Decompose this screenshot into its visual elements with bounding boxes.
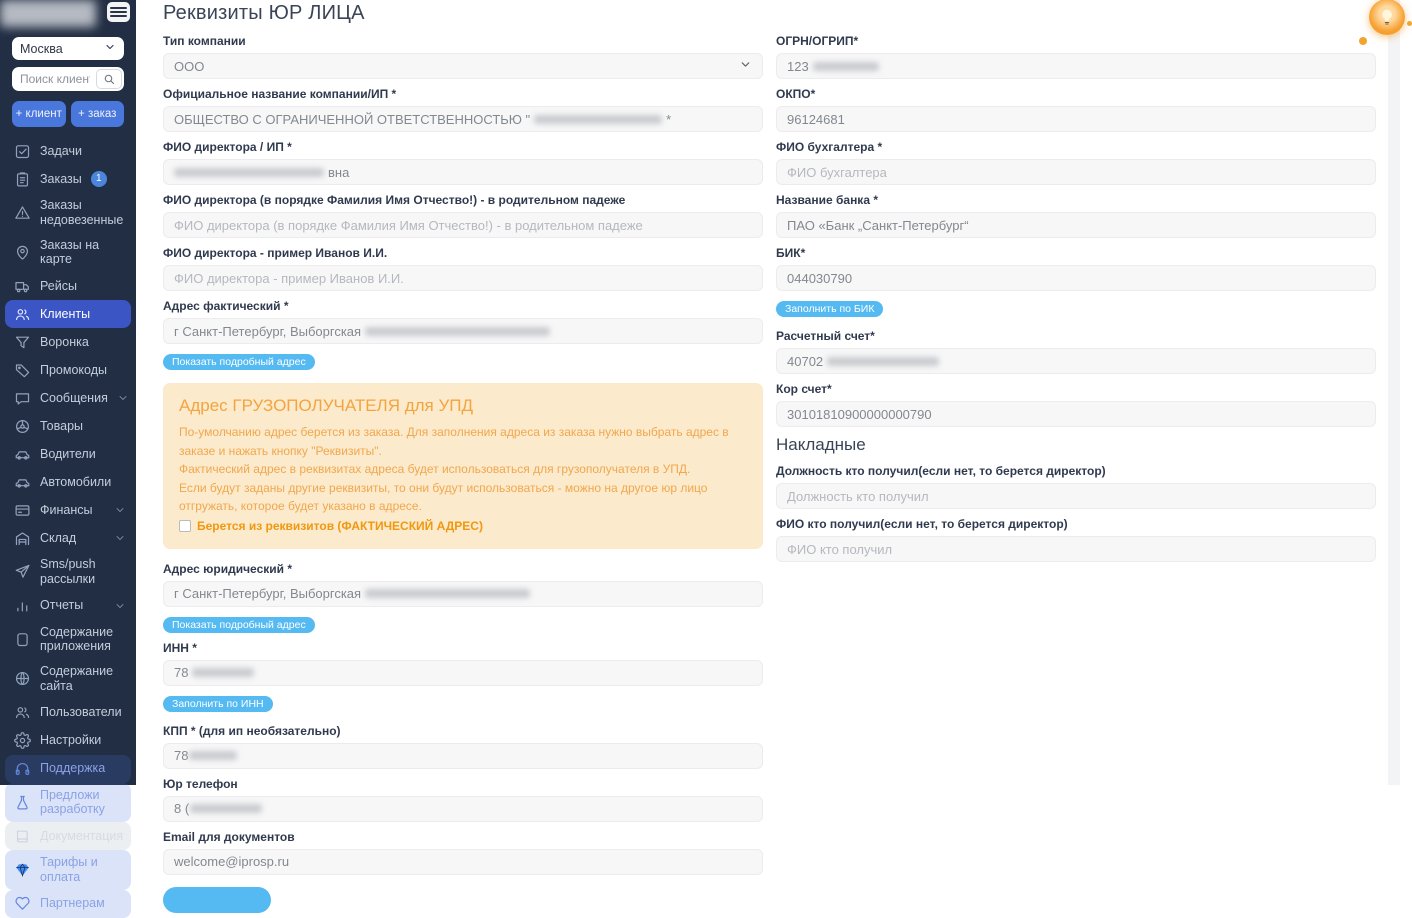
app-logo	[0, 0, 96, 27]
redacted-text	[190, 804, 262, 813]
actual-address-input[interactable]: г Санкт-Петербург, Выборгская	[163, 318, 763, 344]
director-genitive-input[interactable]: ФИО директора (в порядке Фамилия Имя Отчество!) - в родительном падеже	[163, 212, 763, 238]
promocodes-icon	[13, 361, 31, 379]
routes-icon	[13, 277, 31, 295]
sms-push-icon	[13, 563, 31, 581]
field-legal-phone	[163, 777, 763, 822]
sidebar-item-label: Промокоды	[40, 362, 107, 377]
sidebar-item-app-content[interactable]	[5, 620, 131, 660]
sidebar-item-support[interactable]	[5, 755, 131, 783]
save-button[interactable]	[163, 887, 271, 913]
page-edge-strip	[1388, 0, 1400, 785]
sidebar-item-label: Sms/push рассылки	[40, 557, 96, 586]
field-legal-address	[163, 562, 763, 607]
sidebar	[0, 0, 136, 911]
city-select-value: Москва	[20, 41, 63, 56]
warehouse-icon	[13, 529, 31, 547]
finance-icon	[13, 501, 31, 519]
sidebar-item-orders[interactable]	[5, 165, 131, 193]
chevron-down-icon	[114, 504, 126, 516]
city-select[interactable]	[12, 37, 124, 60]
tasks-icon	[13, 142, 31, 160]
sidebar-item-users[interactable]	[5, 699, 131, 727]
field-label: КПП * (для ип необязательно)	[163, 723, 341, 738]
field-label: БИК*	[776, 246, 806, 260]
search-button[interactable]	[96, 69, 122, 89]
field-receiver-name	[776, 517, 1376, 562]
sidebar-item-cars[interactable]	[5, 468, 131, 496]
field-receiver-position	[776, 464, 1376, 509]
notice-title: Адрес ГРУЗОПОЛУЧАТЕЛЯ для УПД	[179, 396, 474, 415]
notice-line: По-умолчанию адрес берется из заказа. Для заполнения адреса из заказа нужно выбрать адрес в заказе и нажать кнопку "Реквизиты".	[179, 425, 729, 458]
receiver-position-input[interactable]: Должность кто получил	[776, 483, 1376, 509]
accountant-name-input[interactable]: ФИО бухгалтера	[776, 159, 1376, 185]
messages-icon	[13, 389, 31, 407]
field-accountant-name	[776, 140, 1376, 185]
ogrn-input[interactable]: 123	[776, 53, 1376, 79]
field-label: Адрес фактический *	[163, 299, 289, 313]
suggest-dev-icon	[13, 793, 31, 811]
settlement-account-input[interactable]: 40702	[776, 348, 1376, 374]
redacted-text	[534, 115, 662, 124]
okpo-input[interactable]: 96124681	[776, 106, 1376, 132]
orders-count-badge: 1	[91, 171, 107, 187]
sidebar-item-products[interactable]	[5, 412, 131, 440]
field-okpo	[776, 87, 1376, 132]
partners-icon	[13, 895, 31, 913]
sidebar-item-warehouse[interactable]	[5, 524, 131, 552]
orders-undelivered-icon	[13, 204, 31, 222]
sidebar-item-label: Отчеты	[40, 598, 84, 613]
receiver-name-input[interactable]: ФИО кто получил	[776, 536, 1376, 562]
field-label: Юр телефон	[163, 776, 238, 791]
notice-line: Фактический адрес в реквизитах адреса будет использоваться для грузополучателя в УПД.	[179, 462, 691, 477]
field-actual-address	[163, 299, 763, 344]
sidebar-item-label: Заказы	[40, 171, 82, 186]
documentation-icon	[13, 827, 31, 845]
nakladnye-section-header: Накладные	[776, 435, 866, 454]
sidebar-item-label: Заказы на карте	[40, 237, 100, 267]
field-label: Адрес юридический *	[163, 561, 293, 576]
field-label: Расчетный счет*	[776, 329, 875, 343]
support-icon	[13, 760, 31, 778]
sidebar-item-routes[interactable]	[5, 272, 131, 300]
sidebar-item-drivers[interactable]	[5, 440, 131, 468]
funnel-icon	[13, 333, 31, 351]
redacted-text	[192, 668, 254, 677]
sidebar-item-label: Документация	[40, 828, 124, 843]
sidebar-item-funnel[interactable]	[5, 328, 131, 356]
bank-name-input[interactable]: ПАО «Банк „Санкт-Петербург“	[776, 212, 1376, 238]
field-label: ФИО кто получил(если нет, то берется директор)	[776, 517, 1068, 531]
bik-input[interactable]: 044030790	[776, 265, 1376, 291]
sidebar-item-site-content[interactable]	[5, 659, 131, 699]
redacted-text	[174, 168, 324, 177]
field-label: ИНН *	[163, 640, 197, 655]
sidebar-item-label: Воронка	[40, 334, 89, 349]
sidebar-item-label: Предложи разработку	[40, 787, 105, 817]
field-label: Название банка *	[776, 193, 878, 207]
legal-phone-input[interactable]: 8 (	[163, 796, 763, 822]
sidebar-item-sms-push[interactable]	[5, 552, 131, 592]
cars-icon	[13, 473, 31, 491]
fab-dot	[1359, 37, 1367, 45]
checkbox-label: Берется из реквизитов (ФАКТИЧЕСКИЙ АДРЕС)	[197, 518, 483, 533]
corr-account-input[interactable]: 30101810900000000790	[776, 401, 1376, 427]
field-label: Тип компании	[163, 34, 246, 48]
field-label: ФИО директора / ИП *	[163, 140, 292, 154]
page-title: Реквизиты ЮР ЛИЦА	[163, 2, 365, 24]
chevron-down-icon	[739, 58, 752, 74]
sidebar-item-label: Рейсы	[40, 278, 77, 293]
chevron-down-icon	[114, 532, 126, 544]
redacted-text	[827, 357, 939, 366]
field-bank-name	[776, 193, 1376, 238]
sidebar-item-label: Тарифы и оплата	[40, 855, 98, 884]
redacted-text	[365, 589, 530, 598]
sidebar-item-reports[interactable]	[5, 592, 131, 620]
field-label: ОГРН/ОГРИП*	[776, 34, 859, 48]
sidebar-item-label: Поддержка	[40, 761, 106, 776]
lightbulb-icon	[1369, 0, 1405, 35]
sidebar-item-settings[interactable]	[5, 727, 131, 755]
client-search	[12, 67, 124, 91]
drivers-icon	[13, 445, 31, 463]
sidebar-item-label: Партнерам	[40, 896, 105, 911]
sidebar-item-clients[interactable]	[5, 300, 131, 328]
main-content	[136, 0, 1388, 870]
products-icon	[13, 417, 31, 435]
app-content-icon	[13, 630, 31, 648]
director-short-input[interactable]: ФИО директора - пример Иванов И.И.	[163, 265, 763, 291]
chevron-down-icon	[114, 600, 126, 612]
field-company-type	[163, 34, 763, 79]
official-name-input[interactable]: ОБЩЕСТВО С ОГРАНИЧЕННОЙ ОТВЕТСТВЕННОСТЬЮ " *	[163, 106, 763, 132]
sidebar-item-label: Склад	[40, 530, 77, 545]
sidebar-item-label: Задачи	[40, 143, 82, 158]
form-column-right	[776, 34, 1376, 913]
kpp-input[interactable]: 78	[163, 743, 763, 769]
redacted-text	[365, 327, 550, 336]
field-docs-email	[163, 830, 763, 875]
menu-toggle-icon[interactable]	[107, 2, 130, 22]
field-bik	[776, 246, 1376, 291]
hint-fab[interactable]	[1363, 0, 1407, 41]
orders-map-icon	[13, 243, 31, 261]
field-label: Должность кто получил(если нет, то берется директор)	[776, 464, 1106, 478]
docs-email-input[interactable]: welcome@iprosp.ru	[163, 849, 763, 875]
field-official-name	[163, 87, 763, 132]
company-type-select[interactable]	[163, 53, 763, 79]
sidebar-item-tariffs[interactable]	[5, 850, 131, 890]
field-director-name	[163, 140, 763, 185]
consignee-address-notice	[163, 383, 763, 549]
users-icon	[13, 704, 31, 722]
notice-line: Если будут заданы другие реквизиты, то они будут использоваться - можно на другое юр лицо отгружать, которое будет указано в адресе.	[179, 480, 708, 514]
fab-dot	[1407, 21, 1412, 26]
sidebar-item-label: Автомобили	[40, 474, 112, 489]
sidebar-item-suggest-dev[interactable]	[5, 783, 131, 823]
sidebar-item-promocodes[interactable]	[5, 356, 131, 384]
field-label: ФИО директора - пример Иванов И.И.	[163, 246, 388, 260]
form-column-left	[163, 34, 763, 913]
sidebar-item-tasks[interactable]	[5, 137, 131, 165]
orders-icon	[13, 170, 31, 188]
field-corr-account	[776, 382, 1376, 427]
reports-icon	[13, 597, 31, 615]
sidebar-item-label: Товары	[40, 418, 83, 433]
sidebar-item-label: Сообщения	[40, 390, 108, 405]
from-requisites-checkbox[interactable]	[179, 520, 191, 532]
field-kpp	[163, 724, 763, 769]
add-client-button[interactable]: + клиент	[12, 101, 66, 127]
sidebar-item-documentation[interactable]	[5, 822, 131, 850]
site-content-icon	[13, 670, 31, 688]
sidebar-item-label: Финансы	[40, 502, 93, 517]
show-detailed-address-button[interactable]: Показать подробный адрес	[163, 354, 315, 370]
field-label: Кор счет*	[776, 382, 832, 396]
field-ogrn	[776, 34, 1376, 79]
sidebar-item-finance[interactable]	[5, 496, 131, 524]
field-label: Официальное название компании/ИП *	[163, 87, 397, 101]
sidebar-item-orders-map[interactable]	[5, 233, 131, 273]
fill-by-inn-button[interactable]: Заполнить по ИНН	[163, 696, 273, 712]
redacted-text	[813, 62, 879, 71]
sidebar-item-label: Настройки	[40, 733, 102, 748]
field-label: Email для документов	[163, 829, 295, 844]
sidebar-item-label: Пользователи	[40, 705, 122, 720]
client-search-input[interactable]	[14, 72, 96, 86]
field-label: ФИО директора (в порядке Фамилия Имя Отчество!) - в родительном падеже	[163, 193, 626, 207]
inn-input[interactable]: 78	[163, 660, 763, 686]
director-name-input[interactable]: вна	[163, 159, 763, 185]
show-detailed-address-button[interactable]: Показать подробный адрес	[163, 617, 315, 633]
sidebar-item-label: Клиенты	[40, 306, 91, 321]
field-label: ОКПО*	[776, 87, 816, 101]
sidebar-item-label: Содержание приложения	[40, 624, 114, 654]
settings-icon	[13, 732, 31, 750]
chevron-down-icon	[104, 41, 116, 56]
sidebar-item-orders-undelivered[interactable]	[5, 193, 131, 233]
legal-address-input[interactable]: г Санкт-Петербург, Выборгская	[163, 581, 763, 607]
field-director-short	[163, 246, 763, 291]
clients-icon	[13, 305, 31, 323]
tariffs-icon	[13, 861, 31, 879]
add-order-button[interactable]: + заказ	[71, 101, 125, 127]
sidebar-item-label: Заказы недовезенные	[40, 198, 124, 227]
redacted-text	[189, 751, 237, 760]
field-inn	[163, 641, 763, 686]
sidebar-item-label: Содержание сайта	[40, 664, 114, 693]
sidebar-nav	[0, 135, 136, 918]
sidebar-item-messages[interactable]	[5, 384, 131, 412]
field-settlement-account	[776, 329, 1376, 374]
company-type-value: ООО	[174, 58, 205, 74]
fill-by-bik-button[interactable]: Заполнить по БИК	[776, 301, 883, 317]
sidebar-item-partners[interactable]	[5, 890, 131, 918]
field-label: ФИО бухгалтера *	[776, 140, 883, 154]
chevron-down-icon	[117, 392, 129, 404]
field-director-genitive	[163, 193, 763, 238]
sidebar-item-label: Водители	[40, 446, 96, 461]
